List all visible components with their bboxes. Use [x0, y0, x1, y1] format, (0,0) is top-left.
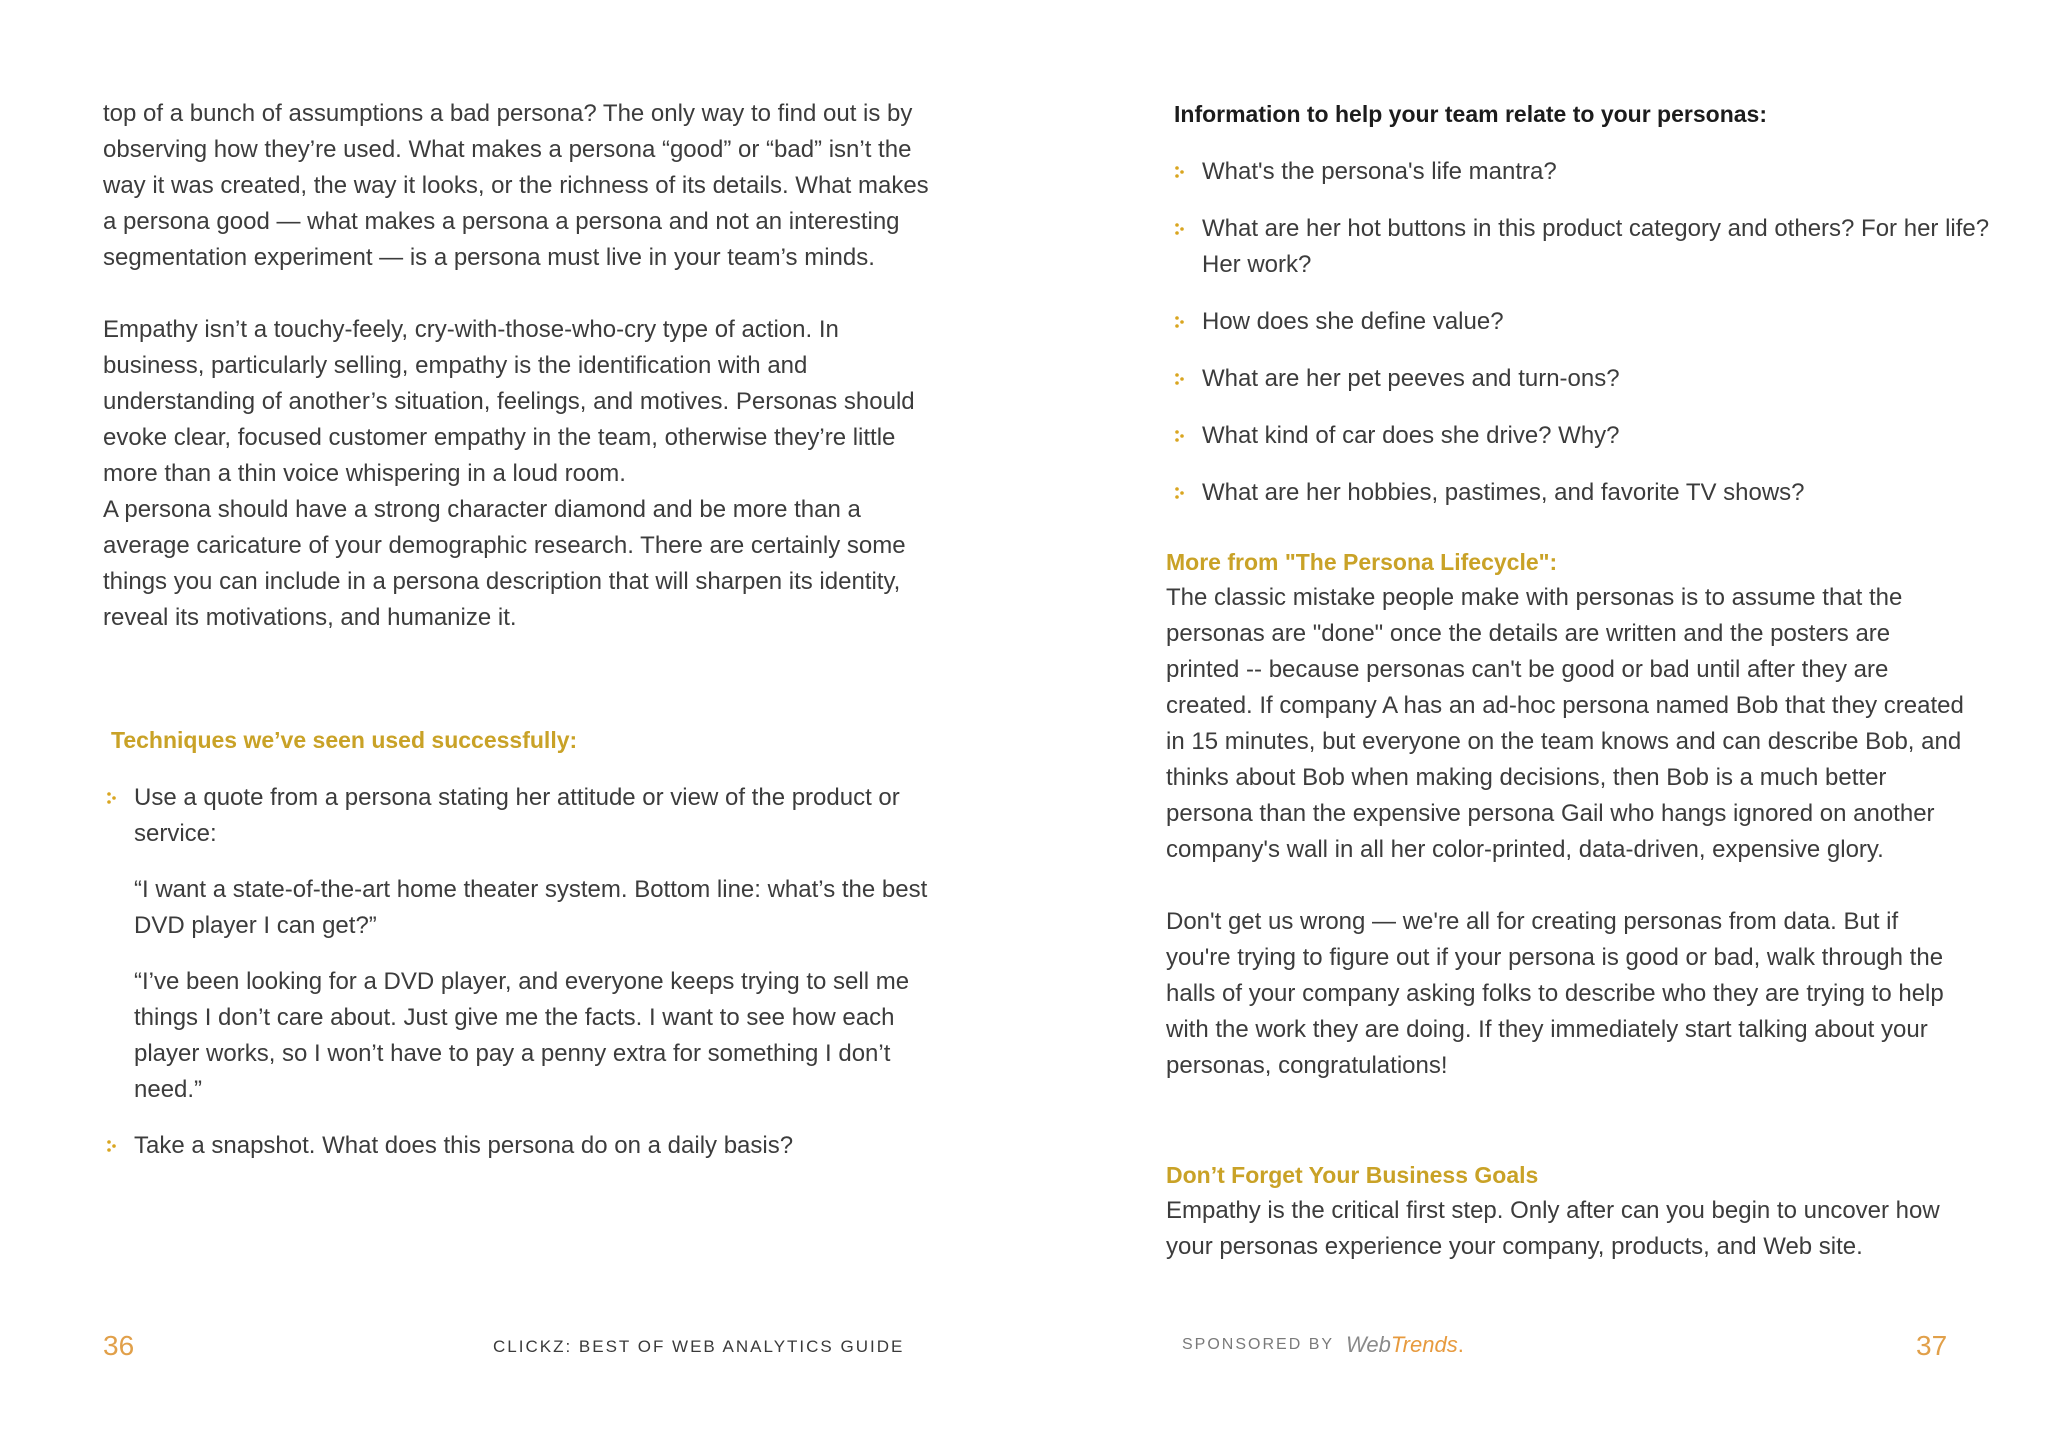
business-goals-block: [1166, 1193, 1966, 1265]
lifecycle-paragraph-1: The classic mistake people make with personas is to assume that the personas are "done" once the details are written and the posters are printed -- because personas can't be good or bad until after they are created. If company A has an ad-hoc persona named Bob that they created in 15 minutes, but everyone on the team knows and can describe Bob, and thinks about Bob when making decisions, then Bob is a much better persona than the expensive persona Gail who hangs ignored on another company's wall in all her color-printed, data-driven, expensive glory.: [1166, 584, 1964, 863]
logo-web-text: Web: [1346, 1332, 1391, 1357]
bullet-text-snapshot: Take a snapshot. What does this persona do on a daily basis?: [134, 1132, 794, 1159]
info-heading: Information to help your team relate to your personas:: [1174, 101, 1767, 127]
page-number-right: 37: [1916, 1330, 1948, 1361]
business-goals-heading: Don’t Forget Your Business Goals: [1166, 1162, 1539, 1188]
list-item: [1172, 211, 1992, 283]
dotted-chevron-bullet-icon: [106, 791, 120, 805]
persona-quote-1: “I want a state-of-the-art home theater system. Bottom line: what’s the best DVD player I can get?”: [134, 876, 928, 939]
footer-title: CLICKZ: BEST OF WEB ANALYTICS GUIDE: [493, 1337, 905, 1356]
list-item: [1172, 418, 1992, 454]
intro-paragraph-1: top of a bunch of assumptions a bad persona? The only way to find out is by observing how they’re used. What makes a persona “good” or “bad” isn’t the way it was created, the way it looks, or the richness of its details. What makes a persona good — what makes a persona a persona and not an interesting segmentation experiment — is a persona must live in your team’s minds.: [103, 100, 929, 271]
dotted-chevron-bullet-icon: [1174, 315, 1188, 329]
dotted-chevron-bullet-icon: [1174, 165, 1188, 179]
left-intro-block: [103, 96, 943, 636]
logo-dot: .: [1457, 1332, 1464, 1357]
list-item: [104, 780, 934, 852]
list-item: [1172, 475, 1992, 511]
sponsor-credit: [1182, 1332, 1464, 1358]
dotted-chevron-bullet-icon: [1174, 222, 1188, 236]
question-text: How does she define value?: [1202, 308, 1504, 335]
logo-trends-text: Trends: [1390, 1332, 1458, 1357]
persona-questions-list: [1172, 154, 1992, 511]
intro-paragraph-2: Empathy isn’t a touchy-feely, cry-with-those-who-cry type of action. In business, particularly selling, empathy is the identification with and understanding of another’s situation, feelings, and motives. Personas should evoke clear, focused customer empathy in the team, otherwise they’re little more than a thin voice whispering in a loud room.: [103, 316, 915, 487]
lifecycle-block: [1166, 580, 1966, 1084]
right-page: [1024, 0, 2048, 1434]
list-item: [1172, 304, 1992, 340]
techniques-heading: Techniques we’ve seen used successfully:: [111, 727, 578, 753]
intro-paragraph-3: A persona should have a strong character diamond and be more than a average caricature of your demographic research. There are certainly some things you can include in a persona description that will sharpen its identity, reveal its motivations, and humanize it.: [103, 496, 906, 631]
sponsor-label: SPONSORED BY: [1182, 1336, 1335, 1353]
webtrends-logo: [1346, 1332, 1464, 1358]
question-text: What kind of car does she drive? Why?: [1202, 422, 1620, 449]
persona-quote-2: “I’ve been looking for a DVD player, and everyone keeps trying to sell me things I don’t care about. Just give me the facts. I want to see how each player works, so I won’t have to pay a penny extra for something I don’t need.”: [134, 968, 910, 1103]
dotted-chevron-bullet-icon: [1174, 372, 1188, 386]
question-text: What are her pet peeves and turn-ons?: [1202, 365, 1620, 392]
bullet-text-quote-technique: Use a quote from a persona stating her attitude or view of the product or service:: [134, 784, 900, 847]
more-lifecycle-heading: More from "The Persona Lifecycle":: [1166, 549, 1558, 575]
list-item: [104, 872, 934, 1108]
dotted-chevron-bullet-icon: [1174, 486, 1188, 500]
lifecycle-paragraph-2: Don't get us wrong — we're all for creating personas from data. But if you're trying to figure out if your persona is good or bad, walk through the halls of your company asking folks to describe who they are trying to help with the work they are doing. If they immediately start talking about your personas, congratulations!: [1166, 908, 1944, 1079]
question-text: What's the persona's life mantra?: [1202, 158, 1557, 185]
dotted-chevron-bullet-icon: [106, 1139, 120, 1153]
business-goals-paragraph: Empathy is the critical first step. Only after can you begin to uncover how your personas experience your company, products, and Web site.: [1166, 1197, 1940, 1260]
list-item: [1172, 361, 1992, 397]
list-item: [1172, 154, 1992, 190]
page-number-left: 36: [103, 1330, 135, 1361]
question-text: What are her hot buttons in this product category and others? For her life? Her work?: [1202, 215, 1990, 278]
list-item: [104, 1128, 934, 1164]
question-text: What are her hobbies, pastimes, and favorite TV shows?: [1202, 479, 1805, 506]
dotted-chevron-bullet-icon: [1174, 429, 1188, 443]
techniques-list: [104, 780, 934, 1164]
